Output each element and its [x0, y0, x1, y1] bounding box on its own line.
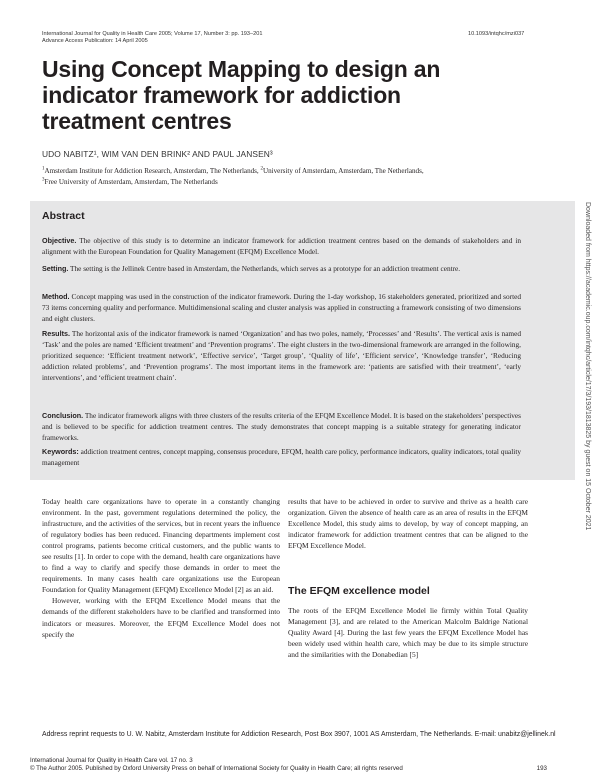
advance-access-line: Advance Access Publication: 14 April 2005: [42, 38, 148, 45]
conclusion-text: The indicator framework aligns with three clusters of the results criteria of the EFQM Excellence Model. It is based on the stakeholders’ perspectives and is believed to be specific for addiction treatment centres. The study demonstrates that concept mapping is a suitable strategy for generating indicator frameworks.: [42, 411, 521, 442]
body-left-column: [42, 496, 280, 640]
body-paragraph: results that have to be achieved in order to survive and thrive as a health care organization. Given the absence of health care as an area of results in the EFQM Excellence Model, this study aims to develop, by way of concept mapping, an indicator framework for addiction treatment centres that can be aligned to the EFQM Excellence Model.: [288, 497, 528, 551]
affil-1: Amsterdam Institute for Addiction Research, Amsterdam, The Netherlands,: [44, 167, 261, 175]
results-label: Results.: [42, 329, 70, 338]
body-paragraph: The roots of the EFQM Excellence Model lie firmly within Total Quality Management [3], and are related to the American Malcolm Baldrige National Quality Award [4]. During the last few years the EFQM Excellence Model has been widely used within health care, which may be due to its simple structure and the similarities with the Donabedian [5]: [288, 606, 528, 660]
affil-sup-3: 3: [42, 177, 45, 183]
abstract-results: [42, 329, 521, 384]
correspondence-footnote: Address reprint requests to U. W. Nabitz, Amsterdam Institute for Addiction Research, Post Box 3907, 1001 AS Amsterdam, The Netherlands. E-mail: unabitz@jellinek.nl: [42, 731, 556, 738]
abstract-method: [42, 292, 521, 325]
authors: UDO NABITZ¹, WIM VAN DEN BRINK² AND PAUL JANSEN³: [42, 149, 273, 159]
setting-text: The setting is the Jellinek Centre based in Amsterdam, the Netherlands, which serves as a prototype for an addiction treatment centre.: [68, 264, 461, 273]
affiliations: [42, 166, 542, 187]
body-right-column-top: [288, 496, 528, 551]
keywords-label: Keywords:: [42, 447, 79, 456]
body-paragraph: However, working with the EFQM Excellence Model means that the demands of the different stakeholders have to be clarified and transformed into indicators or measures. Moreover, the EFQM Excellence Model does not specify the: [42, 596, 280, 639]
doi: 10.1093/intqhc/mzi037: [468, 31, 525, 37]
objective-label: Objective.: [42, 236, 77, 245]
conclusion-label: Conclusion.: [42, 411, 84, 420]
affil-3: Free University of Amsterdam, Amsterdam, The Netherlands: [44, 177, 218, 186]
journal-line: International Journal for Quality in Health Care 2005; Volume 17, Number 3: pp. 193–201: [42, 31, 263, 37]
abstract-conclusion: [42, 411, 521, 444]
watermark-text: Downloaded from https://academic.oup.com/intqhc/article/17/3/193/1813825 by guest on 15 October 2021: [584, 202, 591, 531]
section-heading: The EFQM excellence model: [288, 585, 430, 597]
affil-2: University of Amsterdam, Amsterdam, The Netherlands,: [262, 167, 424, 175]
download-watermark: [581, 200, 592, 620]
affil-sup-2: 2: [260, 166, 263, 172]
keywords-text: addiction treatment centres, concept mapping, consensus procedure, EFQM, health care policy, performance indicators, quality indicators, total quality management: [42, 447, 521, 467]
body-paragraph: Today health care organizations have to operate in a constantly changing environment. In the past, government regulations determined the policy, the infrastructure, and the activities of the services, but in recent years the influence of regulatory bodies has been reduced. Financing departments implement cost control programs, patients become critical customers, and the public wants to see results [1]. In order to cope with the demand, health care organizations have to find a way to clarify and specify those demands in order to meet the requirements. In many cases health care organizations use the European Foundation for Quality Management (EFQM) Excellence Model [2] as an aid.: [42, 497, 280, 595]
method-text: Concept mapping was used in the construction of the indicator framework. During the 1-day workshop, 16 stakeholders generated, prioritized and sorted 73 items concerning quality and performance. Multidimensional scaling and cluster analysis was applied in constructing a framework consisting of two dimensions and eight clusters.: [42, 292, 521, 323]
objective-text: The objective of this study is to determine an indicator framework for addiction treatment centres based on the demands of stakeholders and in alignment with the European Foundation for Quality Management (EFQM) Excellence Model.: [42, 236, 521, 256]
method-label: Method.: [42, 292, 70, 301]
abstract-keywords: [42, 447, 521, 469]
footer-journal: International Journal for Quality in Health Care vol. 17 no. 3: [30, 757, 193, 764]
article-title: Using Concept Mapping to design an indicator framework for addiction treatment centres: [42, 56, 441, 134]
page-number: 193: [536, 765, 547, 772]
abstract-objective: [42, 236, 521, 258]
body-right-column-bottom: [288, 605, 528, 660]
setting-label: Setting.: [42, 264, 69, 273]
footer-copyright: © The Author 2005. Published by Oxford University Press on behalf of International Society for Quality in Health Care; all rights reserved: [30, 765, 403, 772]
page-footer: [30, 757, 575, 773]
running-header: [42, 31, 262, 46]
abstract-heading: Abstract: [42, 210, 85, 222]
results-text: The horizontal axis of the indicator framework is named ‘Organization’ and has two poles, namely, ‘Processes’ and ‘Results’. The vertical axis is named ‘Task’ and the poles are named ‘Efficient treatment’ and ‘Prevention programs’. The eight clusters in the two-dimensional framework are arranged in the following, prioritized sequence: ‘Efficient treatment network’, ‘Effective service’, ‘Target group’, ‘Quality of life’, ‘Efficient service’, ‘Knowledge transfer’, ‘Reducing addiction related problems’, and ‘Prevention programs’. The most important items in the framework are: ‘patients are satisfied with their treatment’, ‘early interventions’, and ‘efficient treatment chain’.: [42, 329, 521, 382]
abstract-setting: [42, 264, 521, 275]
affil-sup-1: 1: [42, 166, 45, 172]
